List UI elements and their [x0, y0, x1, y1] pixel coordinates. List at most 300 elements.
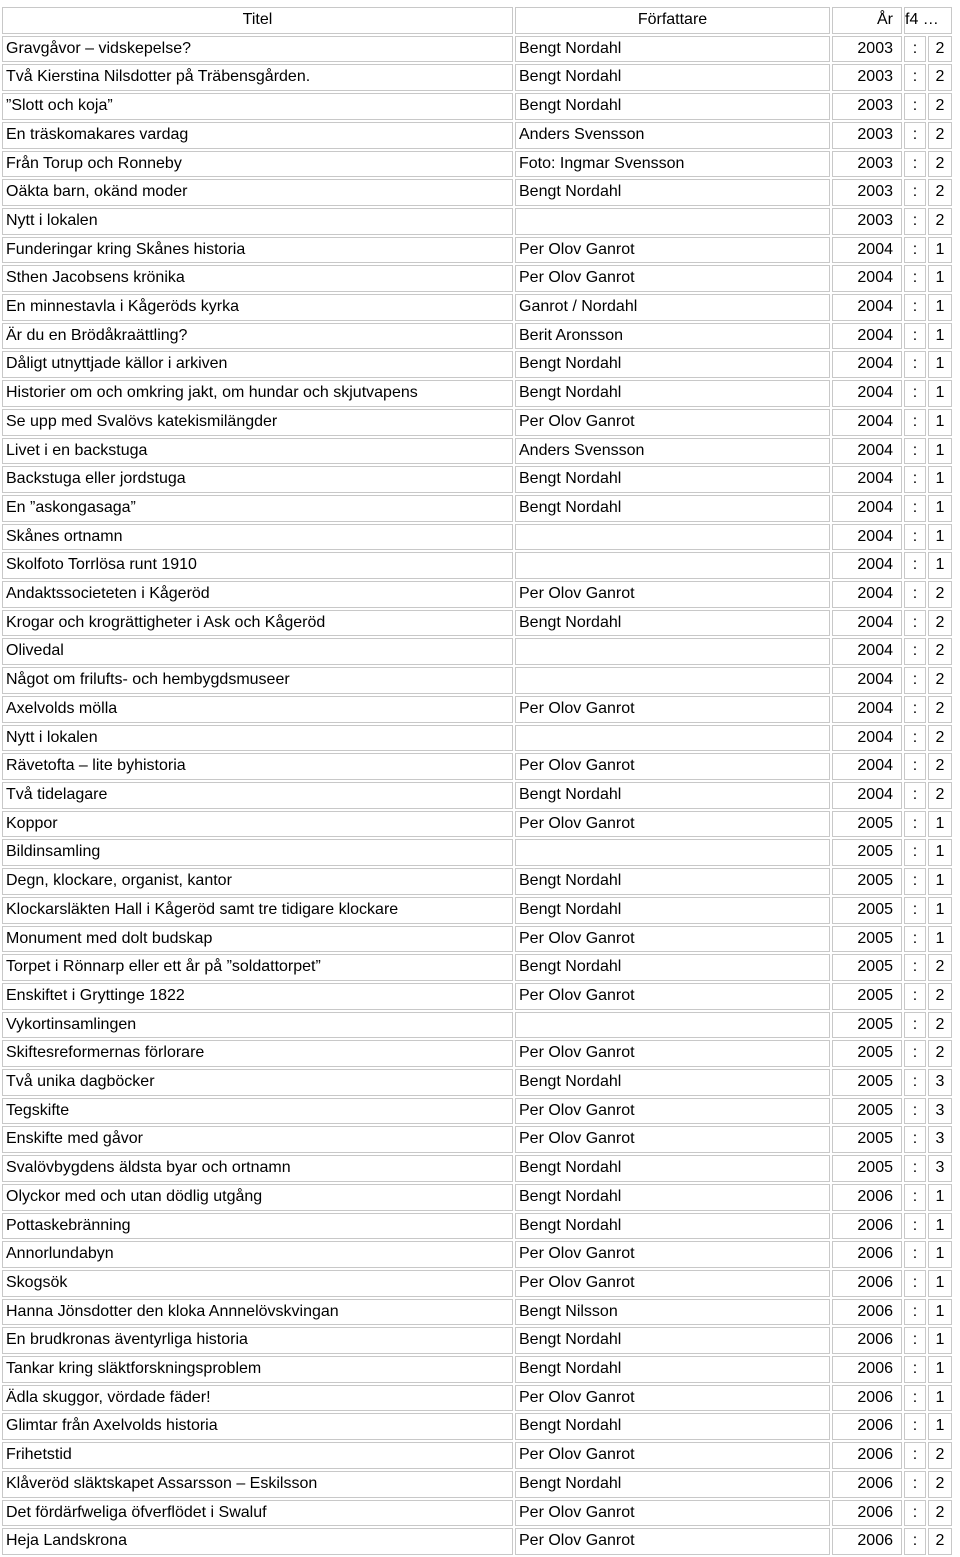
- author-cell: Bengt Nordahl: [515, 610, 830, 637]
- separator-cell: :: [904, 524, 926, 551]
- issue-number-cell: 2: [928, 1040, 952, 1067]
- table-row: [2, 1012, 952, 1039]
- issue-number-cell: 1: [928, 409, 952, 436]
- author-cell: [515, 552, 830, 579]
- year-cell: 2005: [832, 926, 902, 953]
- author-cell: Bengt Nordahl: [515, 954, 830, 981]
- issue-number-cell: 3: [928, 1098, 952, 1125]
- title-cell: Funderingar kring Skånes historia: [2, 237, 513, 264]
- author-cell: Bengt Nordahl: [515, 36, 830, 63]
- issue-number-cell: 2: [928, 954, 952, 981]
- separator-cell: :: [904, 93, 926, 120]
- author-cell: Per Olov Ganrot: [515, 1040, 830, 1067]
- issue-number-cell: 1: [928, 1413, 952, 1440]
- issue-number-cell: 2: [928, 1500, 952, 1527]
- separator-cell: :: [904, 753, 926, 780]
- separator-cell: :: [904, 237, 926, 264]
- title-cell: Två Kierstina Nilsdotter på Träbensgården.: [2, 64, 513, 91]
- separator-cell: :: [904, 1098, 926, 1125]
- separator-cell: :: [904, 1299, 926, 1326]
- title-cell: Oäkta barn, okänd moder: [2, 179, 513, 206]
- title-cell: Är du en Brödåkraättling?: [2, 323, 513, 350]
- table-row: [2, 811, 952, 838]
- author-cell: Per Olov Ganrot: [515, 696, 830, 723]
- title-cell: Enskifte med gåvor: [2, 1126, 513, 1153]
- table-row: [2, 237, 952, 264]
- table-row: [2, 179, 952, 206]
- issue-number-cell: 2: [928, 1528, 952, 1555]
- separator-cell: :: [904, 897, 926, 924]
- author-cell: Bengt Nordahl: [515, 93, 830, 120]
- issue-number-cell: 1: [928, 552, 952, 579]
- author-cell: Bengt Nordahl: [515, 1155, 830, 1182]
- author-cell: Bengt Nordahl: [515, 1471, 830, 1498]
- table-row: [2, 93, 952, 120]
- title-cell: Koppor: [2, 811, 513, 838]
- issue-number-cell: 1: [928, 323, 952, 350]
- issue-number-cell: 2: [928, 208, 952, 235]
- table-row: [2, 667, 952, 694]
- year-cell: 2006: [832, 1327, 902, 1354]
- year-cell: 2005: [832, 1098, 902, 1125]
- table-row: [2, 1098, 952, 1125]
- separator-cell: :: [904, 179, 926, 206]
- table-row: [2, 1270, 952, 1297]
- title-cell: Livet i en backstuga: [2, 438, 513, 465]
- separator-cell: :: [904, 1241, 926, 1268]
- table-row: [2, 638, 952, 665]
- year-cell: 2006: [832, 1213, 902, 1240]
- separator-cell: :: [904, 208, 926, 235]
- table-row: [2, 1155, 952, 1182]
- separator-cell: :: [904, 1471, 926, 1498]
- table-row: [2, 753, 952, 780]
- separator-cell: :: [904, 380, 926, 407]
- author-cell: Bengt Nordahl: [515, 897, 830, 924]
- issue-number-cell: 2: [928, 581, 952, 608]
- issue-number-cell: 1: [928, 1270, 952, 1297]
- table-row: [2, 696, 952, 723]
- separator-cell: :: [904, 323, 926, 350]
- year-cell: 2004: [832, 725, 902, 752]
- separator-cell: :: [904, 1356, 926, 1383]
- year-cell: 2004: [832, 782, 902, 809]
- separator-cell: :: [904, 122, 926, 149]
- title-cell: Annorlundabyn: [2, 1241, 513, 1268]
- issue-number-cell: 1: [928, 897, 952, 924]
- header-author: Författare: [515, 7, 830, 34]
- separator-cell: :: [904, 610, 926, 637]
- author-cell: [515, 524, 830, 551]
- table-row: [2, 839, 952, 866]
- author-cell: Per Olov Ganrot: [515, 1385, 830, 1412]
- separator-cell: :: [904, 868, 926, 895]
- issue-number-cell: 2: [928, 725, 952, 752]
- author-cell: Bengt Nordahl: [515, 179, 830, 206]
- year-cell: 2003: [832, 93, 902, 120]
- author-cell: Per Olov Ganrot: [515, 1442, 830, 1469]
- separator-cell: :: [904, 438, 926, 465]
- title-cell: Enskiftet i Gryttinge 1822: [2, 983, 513, 1010]
- author-cell: [515, 725, 830, 752]
- table-row: [2, 208, 952, 235]
- table-row: [2, 1471, 952, 1498]
- title-cell: Svalövbygdens äldsta byar och ortnamn: [2, 1155, 513, 1182]
- author-cell: Per Olov Ganrot: [515, 1270, 830, 1297]
- issue-number-cell: 1: [928, 495, 952, 522]
- year-cell: 2004: [832, 696, 902, 723]
- issue-number-cell: 3: [928, 1069, 952, 1096]
- title-cell: Pottaskebränning: [2, 1213, 513, 1240]
- table-row: [2, 1241, 952, 1268]
- issue-number-cell: 3: [928, 1126, 952, 1153]
- table-row: [2, 1069, 952, 1096]
- title-cell: Hanna Jönsdotter den kloka Annnelövskvingan: [2, 1299, 513, 1326]
- title-cell: Andaktssocieteten i Kågeröd: [2, 581, 513, 608]
- issue-number-cell: 2: [928, 122, 952, 149]
- author-cell: [515, 208, 830, 235]
- separator-cell: :: [904, 351, 926, 378]
- issue-number-cell: 1: [928, 380, 952, 407]
- title-cell: En träskomakares vardag: [2, 122, 513, 149]
- author-cell: Bengt Nilsson: [515, 1299, 830, 1326]
- author-cell: Bengt Nordahl: [515, 868, 830, 895]
- issue-number-cell: 1: [928, 1241, 952, 1268]
- separator-cell: :: [904, 151, 926, 178]
- header-title: Titel: [2, 7, 513, 34]
- author-cell: Per Olov Ganrot: [515, 265, 830, 292]
- author-cell: Per Olov Ganrot: [515, 1126, 830, 1153]
- separator-cell: :: [904, 667, 926, 694]
- year-cell: 2003: [832, 122, 902, 149]
- table-row: [2, 1528, 952, 1555]
- title-cell: Ädla skuggor, vördade fäder!: [2, 1385, 513, 1412]
- issue-number-cell: 1: [928, 1385, 952, 1412]
- title-cell: Axelvolds mölla: [2, 696, 513, 723]
- article-index: [0, 5, 954, 1557]
- table-row: [2, 265, 952, 292]
- author-cell: Per Olov Ganrot: [515, 237, 830, 264]
- table-row: [2, 868, 952, 895]
- separator-cell: :: [904, 495, 926, 522]
- table-row: [2, 1184, 952, 1211]
- issue-number-cell: 2: [928, 696, 952, 723]
- author-cell: Foto: Ingmar Svensson: [515, 151, 830, 178]
- table-row: [2, 782, 952, 809]
- issue-number-cell: 2: [928, 638, 952, 665]
- author-cell: Bengt Nordahl: [515, 782, 830, 809]
- issue-number-cell: 1: [928, 265, 952, 292]
- title-cell: Degn, klockare, organist, kantor: [2, 868, 513, 895]
- header-year: År: [832, 7, 902, 34]
- separator-cell: :: [904, 638, 926, 665]
- separator-cell: :: [904, 696, 926, 723]
- table-row: [2, 495, 952, 522]
- table-row: [2, 1299, 952, 1326]
- separator-cell: :: [904, 466, 926, 493]
- title-cell: Klockarsläkten Hall i Kågeröd samt tre tidigare klockare: [2, 897, 513, 924]
- author-cell: Per Olov Ganrot: [515, 1098, 830, 1125]
- issue-number-cell: 2: [928, 667, 952, 694]
- title-cell: En ”askongasaga”: [2, 495, 513, 522]
- separator-cell: :: [904, 1155, 926, 1182]
- year-cell: 2003: [832, 208, 902, 235]
- year-cell: 2005: [832, 1012, 902, 1039]
- separator-cell: :: [904, 265, 926, 292]
- title-cell: Olyckor med och utan dödlig utgång: [2, 1184, 513, 1211]
- table-row: [2, 1385, 952, 1412]
- table-row: [2, 466, 952, 493]
- table-row: [2, 151, 952, 178]
- separator-cell: :: [904, 926, 926, 953]
- year-cell: 2004: [832, 409, 902, 436]
- author-cell: Per Olov Ganrot: [515, 409, 830, 436]
- table-row: [2, 122, 952, 149]
- table-row: [2, 581, 952, 608]
- title-cell: Klåveröd släktskapet Assarsson – Eskilsson: [2, 1471, 513, 1498]
- title-cell: Skånes ortnamn: [2, 524, 513, 551]
- author-cell: Per Olov Ganrot: [515, 926, 830, 953]
- year-cell: 2004: [832, 610, 902, 637]
- author-cell: [515, 638, 830, 665]
- table-row: [2, 351, 952, 378]
- author-cell: Bengt Nordahl: [515, 466, 830, 493]
- year-cell: 2003: [832, 151, 902, 178]
- title-cell: Gravgåvor – vidskepelse?: [2, 36, 513, 63]
- issue-number-cell: 1: [928, 524, 952, 551]
- author-cell: Bengt Nordahl: [515, 1356, 830, 1383]
- author-cell: Berit Aronsson: [515, 323, 830, 350]
- title-cell: Heja Landskrona: [2, 1528, 513, 1555]
- title-cell: Tankar kring släktforskningsproblem: [2, 1356, 513, 1383]
- author-cell: Bengt Nordahl: [515, 380, 830, 407]
- title-cell: Monument med dolt budskap: [2, 926, 513, 953]
- separator-cell: :: [904, 1385, 926, 1412]
- year-cell: 2006: [832, 1528, 902, 1555]
- year-cell: 2006: [832, 1442, 902, 1469]
- title-cell: Torpet i Rönnarp eller ett år på ”soldattorpet”: [2, 954, 513, 981]
- table-row: [2, 926, 952, 953]
- year-cell: 2004: [832, 524, 902, 551]
- separator-cell: :: [904, 983, 926, 1010]
- year-cell: 2004: [832, 753, 902, 780]
- title-cell: Backstuga eller jordstuga: [2, 466, 513, 493]
- author-cell: Per Olov Ganrot: [515, 1528, 830, 1555]
- issue-number-cell: 3: [928, 1155, 952, 1182]
- table-row: [2, 380, 952, 407]
- issue-number-cell: 1: [928, 1299, 952, 1326]
- separator-cell: :: [904, 552, 926, 579]
- issue-number-cell: 1: [928, 466, 952, 493]
- issue-number-cell: 2: [928, 610, 952, 637]
- issue-number-cell: 1: [928, 1327, 952, 1354]
- table-row: [2, 1327, 952, 1354]
- issue-number-cell: 1: [928, 811, 952, 838]
- issue-number-cell: 2: [928, 753, 952, 780]
- title-cell: ”Slott och koja”: [2, 93, 513, 120]
- table-row: [2, 1442, 952, 1469]
- year-cell: 2005: [832, 1126, 902, 1153]
- issue-number-cell: 2: [928, 983, 952, 1010]
- year-cell: 2005: [832, 1040, 902, 1067]
- issue-number-cell: 1: [928, 926, 952, 953]
- separator-cell: :: [904, 409, 926, 436]
- title-cell: Något om frilufts- och hembygdsmuseer: [2, 667, 513, 694]
- author-cell: Anders Svensson: [515, 122, 830, 149]
- author-cell: Per Olov Ganrot: [515, 983, 830, 1010]
- table-row: [2, 438, 952, 465]
- author-cell: Bengt Nordahl: [515, 64, 830, 91]
- year-cell: 2005: [832, 1069, 902, 1096]
- title-cell: Två tidelagare: [2, 782, 513, 809]
- separator-cell: :: [904, 1528, 926, 1555]
- table-row: [2, 725, 952, 752]
- author-cell: Per Olov Ganrot: [515, 581, 830, 608]
- issue-number-cell: 1: [928, 839, 952, 866]
- author-cell: Bengt Nordahl: [515, 351, 830, 378]
- separator-cell: :: [904, 581, 926, 608]
- title-cell: Två unika dagböcker: [2, 1069, 513, 1096]
- separator-cell: :: [904, 954, 926, 981]
- issue-number-cell: 1: [928, 294, 952, 321]
- year-cell: 2005: [832, 839, 902, 866]
- article-table: [0, 5, 954, 1557]
- year-cell: 2004: [832, 638, 902, 665]
- separator-cell: :: [904, 1213, 926, 1240]
- issue-number-cell: 2: [928, 782, 952, 809]
- issue-number-cell: 1: [928, 237, 952, 264]
- title-cell: Dåligt utnyttjade källor i arkiven: [2, 351, 513, 378]
- year-cell: 2004: [832, 323, 902, 350]
- table-row: [2, 64, 952, 91]
- year-cell: 2004: [832, 380, 902, 407]
- author-cell: Per Olov Ganrot: [515, 1500, 830, 1527]
- table-row: [2, 323, 952, 350]
- separator-cell: :: [904, 839, 926, 866]
- year-cell: 2006: [832, 1356, 902, 1383]
- year-cell: 2003: [832, 36, 902, 63]
- author-cell: Bengt Nordahl: [515, 1413, 830, 1440]
- title-cell: En brudkronas äventyrliga historia: [2, 1327, 513, 1354]
- year-cell: 2006: [832, 1413, 902, 1440]
- separator-cell: :: [904, 1442, 926, 1469]
- year-cell: 2005: [832, 1155, 902, 1182]
- table-row: [2, 897, 952, 924]
- separator-cell: :: [904, 1012, 926, 1039]
- title-cell: Sthen Jacobsens krönika: [2, 265, 513, 292]
- table-row: [2, 1413, 952, 1440]
- year-cell: 2005: [832, 868, 902, 895]
- year-cell: 2006: [832, 1184, 902, 1211]
- year-cell: 2004: [832, 581, 902, 608]
- separator-cell: :: [904, 1270, 926, 1297]
- author-cell: [515, 667, 830, 694]
- issue-number-cell: 2: [928, 179, 952, 206]
- title-cell: Glimtar från Axelvolds historia: [2, 1413, 513, 1440]
- table-row: [2, 409, 952, 436]
- table-body: [2, 36, 952, 1555]
- separator-cell: :: [904, 1184, 926, 1211]
- year-cell: 2005: [832, 954, 902, 981]
- table-row: [2, 36, 952, 63]
- title-cell: Olivedal: [2, 638, 513, 665]
- year-cell: 2006: [832, 1270, 902, 1297]
- issue-number-cell: 1: [928, 868, 952, 895]
- author-cell: Bengt Nordahl: [515, 1213, 830, 1240]
- year-cell: 2004: [832, 552, 902, 579]
- year-cell: 2004: [832, 237, 902, 264]
- year-cell: 2005: [832, 983, 902, 1010]
- year-cell: 2004: [832, 667, 902, 694]
- separator-cell: :: [904, 1126, 926, 1153]
- separator-cell: :: [904, 725, 926, 752]
- title-cell: Skogsök: [2, 1270, 513, 1297]
- author-cell: [515, 1012, 830, 1039]
- title-cell: Skiftesreformernas förlorare: [2, 1040, 513, 1067]
- year-cell: 2003: [832, 64, 902, 91]
- year-cell: 2006: [832, 1299, 902, 1326]
- year-cell: 2004: [832, 351, 902, 378]
- title-cell: Det fördärfweliga öfverflödet i Swaluf: [2, 1500, 513, 1527]
- author-cell: Per Olov Ganrot: [515, 1241, 830, 1268]
- title-cell: Frihetstid: [2, 1442, 513, 1469]
- separator-cell: :: [904, 811, 926, 838]
- author-cell: Bengt Nordahl: [515, 1069, 830, 1096]
- header-row: [2, 7, 952, 34]
- separator-cell: :: [904, 36, 926, 63]
- author-cell: Bengt Nordahl: [515, 1184, 830, 1211]
- author-cell: Anders Svensson: [515, 438, 830, 465]
- issue-number-cell: 2: [928, 151, 952, 178]
- author-cell: Per Olov Ganrot: [515, 811, 830, 838]
- issue-number-cell: 1: [928, 1184, 952, 1211]
- year-cell: 2006: [832, 1500, 902, 1527]
- issue-number-cell: 2: [928, 1471, 952, 1498]
- table-row: [2, 954, 952, 981]
- title-cell: Från Torup och Ronneby: [2, 151, 513, 178]
- title-cell: Vykortinsamlingen: [2, 1012, 513, 1039]
- table-row: [2, 983, 952, 1010]
- title-cell: Nytt i lokalen: [2, 208, 513, 235]
- title-cell: Skolfoto Torrlösa runt 1910: [2, 552, 513, 579]
- year-cell: 2004: [832, 265, 902, 292]
- issue-number-cell: 1: [928, 1356, 952, 1383]
- year-cell: 2004: [832, 495, 902, 522]
- year-cell: 2006: [832, 1385, 902, 1412]
- year-cell: 2004: [832, 438, 902, 465]
- title-cell: Historier om och omkring jakt, om hundar och skjutvapens: [2, 380, 513, 407]
- year-cell: 2004: [832, 466, 902, 493]
- table-row: [2, 524, 952, 551]
- table-row: [2, 1040, 952, 1067]
- title-cell: Se upp med Svalövs katekismilängder: [2, 409, 513, 436]
- year-cell: 2006: [832, 1241, 902, 1268]
- table-row: [2, 1500, 952, 1527]
- separator-cell: :: [904, 64, 926, 91]
- table-row: [2, 1213, 952, 1240]
- issue-number-cell: 1: [928, 438, 952, 465]
- issue-number-cell: 2: [928, 36, 952, 63]
- issue-number-cell: 2: [928, 64, 952, 91]
- year-cell: 2003: [832, 179, 902, 206]
- issue-number-cell: 1: [928, 351, 952, 378]
- separator-cell: :: [904, 294, 926, 321]
- separator-cell: :: [904, 782, 926, 809]
- year-cell: 2005: [832, 811, 902, 838]
- separator-cell: :: [904, 1500, 926, 1527]
- separator-cell: :: [904, 1413, 926, 1440]
- year-cell: 2006: [832, 1471, 902, 1498]
